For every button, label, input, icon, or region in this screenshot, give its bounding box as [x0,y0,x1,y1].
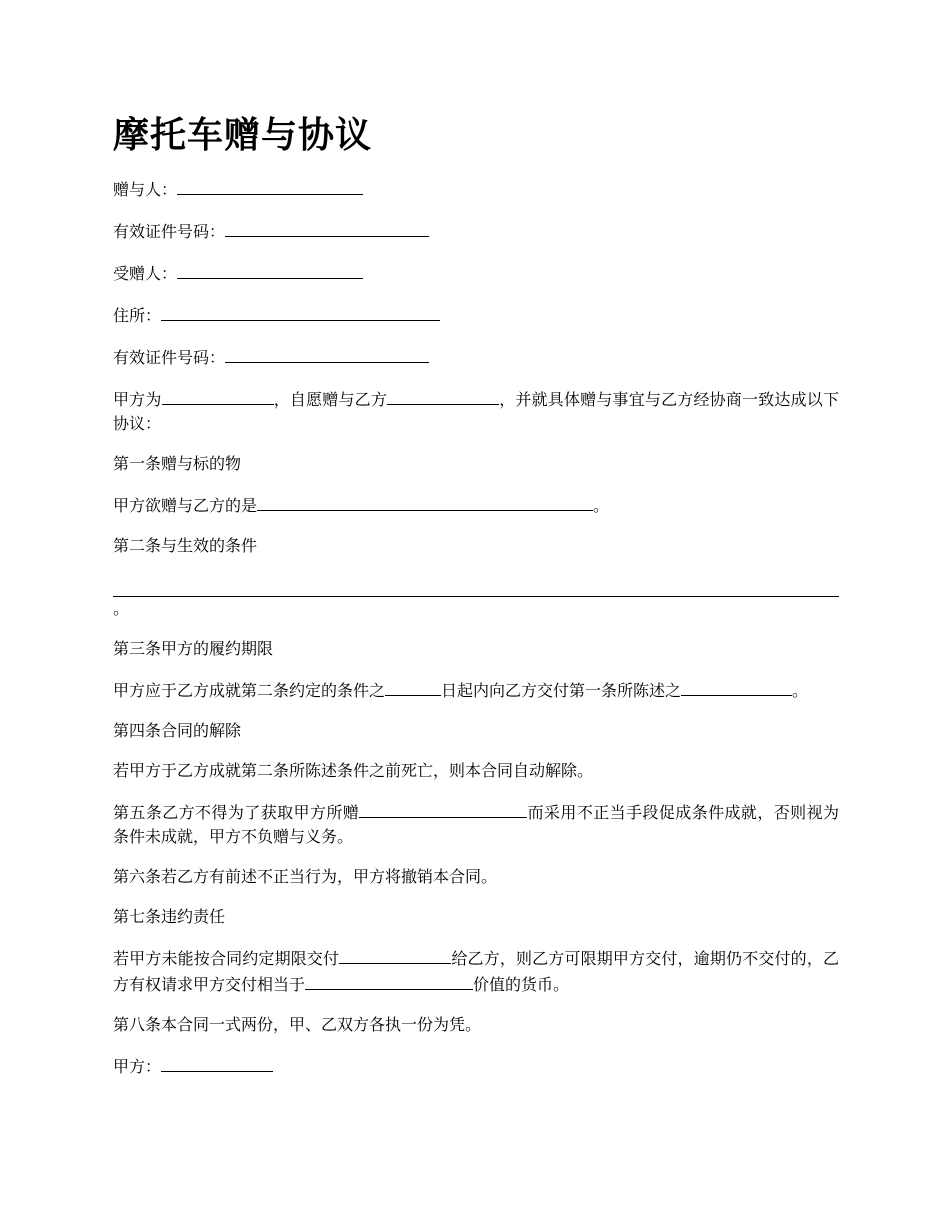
art7-part1: 若甲方未能按合同约定期限交付 [113,949,340,968]
party-a-label: 甲方： [113,1057,162,1076]
gift-property-blank[interactable] [359,799,527,818]
article-7-heading: 第七条违约责任 [113,907,226,926]
id-line-1 [113,218,839,244]
intro-part3: ，并就具体赠与事宜与乙方经协商一致达成以下协议： [113,390,839,433]
document-title: 摩托车赠与协议 [113,115,373,156]
article-4-heading: 第四条合同的解除 [113,721,242,740]
art2-end: 。 [113,599,130,618]
days-blank[interactable] [385,677,441,696]
party-a-name-blank[interactable] [162,386,274,405]
article-1-body [113,492,839,518]
intro-paragraph [113,386,839,436]
donee-blank[interactable] [177,260,363,279]
id-label-1: 有效证件号码： [113,222,226,241]
id-line-2 [113,344,839,370]
id-blank-2[interactable] [225,344,429,363]
art1-part2: 。 [593,496,610,515]
gift-item-blank[interactable] [387,386,499,405]
article-1-heading: 第一条赠与标的物 [113,454,242,473]
donee-label: 受赠人： [113,264,178,283]
id-label-2: 有效证件号码： [113,348,226,367]
intro-part1: 甲方为 [113,390,162,409]
document-page [113,112,839,1095]
id-blank-1[interactable] [225,218,429,237]
delivery-blank[interactable] [339,945,451,964]
party-a-signature-line [113,1053,839,1079]
value-blank[interactable] [305,971,473,990]
delivery-item-blank-b[interactable] [756,677,792,696]
art3-part3: 。 [792,681,809,700]
article-2-body [113,574,839,621]
intro-part2: ，自愿赠与乙方 [273,390,388,409]
condition-blank[interactable] [113,574,839,597]
article-3-body [113,677,839,703]
art5-part1: 第五条乙方不得为了获取甲方所赠 [113,803,360,822]
art7-part3: 价值的货币。 [473,975,570,994]
art3-part1: 甲方应于乙方成就第二条约定的条件之 [113,681,386,700]
address-line [113,302,839,328]
donor-label: 赠与人： [113,180,178,199]
art5-part2: 而采用不正当手段促成条件成就，否则视为条件未成就，甲方不负赠与义务。 [113,803,839,846]
art7-part2: 给乙方，则乙方可限期甲方交付，逾期仍不交付的，乙方有权请求甲方交付相当于 [113,949,839,994]
donee-line [113,260,839,286]
article-8-body: 第八条本合同一式两份，甲、乙双方各执一份为凭。 [113,1015,482,1034]
donor-blank[interactable] [177,176,363,195]
art1-part1: 甲方欲赠与乙方的是 [113,496,258,515]
article-6-body: 第六条若乙方有前述不正当行为，甲方将撤销本合同。 [113,867,498,886]
donor-line [113,176,839,202]
article-7-body [113,945,839,997]
gift-object-blank[interactable] [257,492,593,511]
article-3-heading: 第三条甲方的履约期限 [113,639,274,658]
art3-part2: 日起内向乙方交付第一条所陈述之 [441,681,682,700]
party-a-signature-blank[interactable] [161,1053,273,1072]
article-5-body [113,799,839,849]
address-blank[interactable] [161,302,440,321]
address-label: 住所： [113,306,162,325]
article-2-heading: 第二条与生效的条件 [113,536,258,555]
delivery-item-blank-a[interactable] [681,677,756,696]
article-4-body: 若甲方于乙方成就第二条所陈述条件之前死亡，则本合同自动解除。 [113,761,594,780]
